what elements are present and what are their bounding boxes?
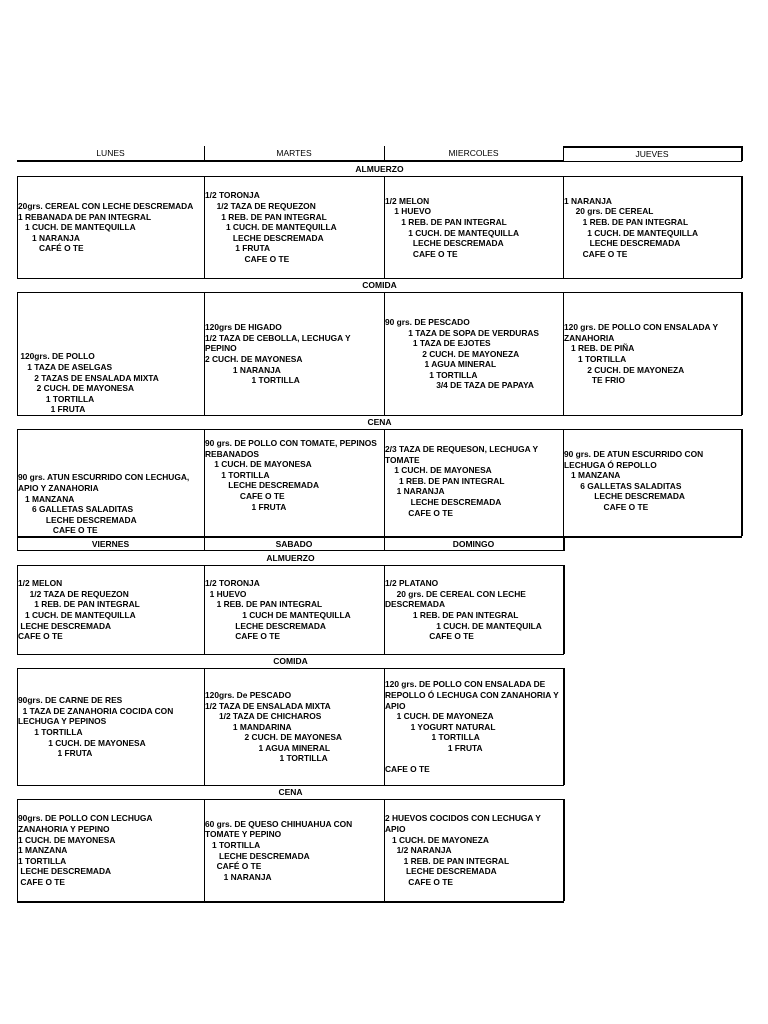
meal-line: 1 MANZANA xyxy=(564,470,621,481)
meal-line: CAFE O TE xyxy=(385,631,474,642)
rule xyxy=(563,799,565,901)
meal-line: 1 CUCH. DE MAYONEZA xyxy=(385,711,494,722)
meal-line: LECHE DESCREMADA xyxy=(205,850,310,861)
meal-line: 6 GALLETAS SALADITAS xyxy=(18,504,134,515)
meal-line: 1 TORTILLA xyxy=(205,753,328,764)
meal-line: LECHE DESCREMADA xyxy=(564,238,681,249)
meal-line: 1 TAZA DE EJOTES xyxy=(385,338,491,349)
meal-cell xyxy=(385,430,562,550)
meal-line: 1 NARANJA xyxy=(385,486,445,497)
meal-line: 1/2 TAZA DE CEBOLLA, LECHUGA Y PEPINO xyxy=(205,332,353,354)
rule xyxy=(17,550,564,551)
meal-cell xyxy=(385,177,562,278)
meal-line: 1 FRUTA xyxy=(18,748,93,759)
meal-line: CAFE O TE xyxy=(385,764,430,775)
meal-line: 120grs DE HIGADO xyxy=(205,322,282,333)
meal-line: LECHE DESCREMADA xyxy=(18,866,112,877)
meal-line: LECHE DESCREMADA xyxy=(205,480,320,491)
meal-label-almuerzo: ALMUERZO xyxy=(355,164,404,174)
meal-cell xyxy=(564,293,740,415)
meal-line: 1 CUCH. DE MANTEQUILA xyxy=(385,620,542,631)
meal-line: 3/4 DE TAZA DE PAPAYA xyxy=(385,380,534,391)
meal-line: 90 grs. DE POLLO CON TOMATE, PEPINOS REBANADOS xyxy=(205,438,380,459)
meal-line: 1 CUCH. DE MAYONESA xyxy=(205,459,312,470)
meal-line: 2 TAZAS DE ENSALADA MIXTA xyxy=(18,372,159,383)
meal-line: CAFE O TE xyxy=(564,501,649,512)
meal-line: 1 TAZA DE ZANAHORIA COCIDA CON LECHUGA Y PEPINOS xyxy=(18,705,176,727)
meal-line: 1 MANZANA xyxy=(18,845,68,856)
meal-line: CAFE O TE xyxy=(205,631,280,642)
meal-line: 1/2 TAZA DE CHICHAROS xyxy=(205,711,322,722)
meal-cell xyxy=(385,669,562,785)
meal-line: LECHE DESCREMADA xyxy=(205,232,324,243)
day-header-martes: MARTES xyxy=(276,148,312,158)
meal-cell xyxy=(564,177,740,278)
meal-line: LECHE DESCREMADA xyxy=(564,491,685,502)
meal-line: LECHE DESCREMADA xyxy=(385,238,504,249)
meal-line: 1 REB. DE PAN INTEGRAL xyxy=(385,216,507,227)
meal-line: 1/2 MELON xyxy=(18,578,63,589)
meal-line: 90 grs. DE PESCADO xyxy=(385,316,470,327)
meal-line: 1 REB. DE PAN INTEGRAL xyxy=(564,216,689,227)
meal-line: 1 AGUA MINERAL xyxy=(205,742,331,753)
meal-cell xyxy=(205,800,383,901)
meal-line: 1 CUCH. DE MANTEQUILLA xyxy=(385,227,520,238)
day-header-domingo: DOMINGO xyxy=(452,539,495,549)
meal-line: 1 CUCH. DE MANTEQUILLA xyxy=(564,227,699,238)
meal-cell xyxy=(385,566,562,654)
meal-line: LECHE DESCREMADA xyxy=(385,496,502,507)
meal-line: 1/2 MELON xyxy=(385,195,430,206)
meal-line: 1 TORTILLA xyxy=(205,839,261,850)
meal-line: 2/3 TAZA DE REQUESON, LECHUGA Y TOMATE xyxy=(385,444,541,465)
meal-label-comida: COMIDA xyxy=(273,656,308,666)
meal-line: CAFE O TE xyxy=(205,490,285,501)
rule xyxy=(17,278,742,279)
meal-line: 90 grs. DE ATUN ESCURRIDO CON LECHUGA Ó REPOLLO xyxy=(564,449,706,470)
meal-line xyxy=(385,753,562,764)
rule xyxy=(563,565,565,654)
meal-cell xyxy=(564,430,740,555)
meal-line: 1 TORTILLA xyxy=(205,469,270,480)
meal-line: 1 REB. DE PAN INTEGRAL xyxy=(205,599,323,610)
rule xyxy=(741,176,743,278)
meal-line: 1 REB. DE PAN INTEGRAL xyxy=(205,211,327,222)
meal-line: 1/2 TAZA DE ENSALADA MIXTA xyxy=(205,700,331,711)
meal-line: 1 TAZA DE ASELGAS xyxy=(18,362,113,373)
meal-line: 1 TORTILLA xyxy=(18,727,83,737)
meal-cell xyxy=(205,293,383,415)
day-header-lunes: LUNES xyxy=(96,148,125,158)
meal-line: 1 NARANJA xyxy=(205,364,281,375)
meal-line: CAFÉ O TE xyxy=(18,243,84,254)
meal-line: 1 CUCH DE MANTEQUILLA xyxy=(205,610,351,620)
meal-line: 1 MANZANA xyxy=(18,493,75,504)
meal-line: 90 grs. ATUN ESCURRIDO CON LECHUGA, APIO Y ZANAHORIA xyxy=(18,472,192,494)
meal-cell xyxy=(205,177,383,278)
rule xyxy=(741,429,743,536)
meal-line: 20grs. CEREAL CON LECHE DESCREMADA xyxy=(18,201,194,212)
meal-cell xyxy=(18,800,203,901)
meal-line: 1 TAZA DE SOPA DE VERDURAS xyxy=(385,327,540,338)
meal-line: 120 grs. DE POLLO CON ENSALADA DE REPOLLO Ó LECHUGA CON ZANAHORIA Y APIO xyxy=(385,679,561,711)
meal-line: 1 CUCH. DE MANTEQUILLA xyxy=(18,222,136,233)
meal-line: 1 HUEVO xyxy=(205,588,247,599)
meal-line: 120 grs. DE POLLO CON ENSALADA Y ZANAHORIA xyxy=(564,322,721,343)
meal-line: TE FRIO xyxy=(564,375,625,386)
meal-line: CAFE O TE xyxy=(18,876,65,887)
meal-cell xyxy=(18,669,203,785)
meal-cell xyxy=(18,293,203,415)
meal-line: 1 FRUTA xyxy=(18,404,86,415)
meal-line: 2 CUCH. DE MAYONESA xyxy=(205,354,303,364)
meal-line: 1 FRUTA xyxy=(205,501,287,512)
meal-cell xyxy=(205,669,383,785)
meal-line: 1 CUCH. DE MAYONESA xyxy=(18,834,116,845)
meal-line: 1 TORTILLA xyxy=(18,855,67,866)
meal-line: 1 CUCH. DE MAYONEZA xyxy=(385,834,489,845)
meal-line: CAFE O TE xyxy=(18,631,63,642)
meal-label-almuerzo: ALMUERZO xyxy=(266,553,315,563)
meal-line: 1 REB. DE PAN INTEGRAL xyxy=(18,599,140,610)
rule xyxy=(563,668,565,785)
meal-line: 1/2 NARANJA xyxy=(385,845,452,856)
day-header-viernes: VIERNES xyxy=(91,539,130,549)
meal-line: 1 CUCH. DE MAYONESA xyxy=(18,737,146,748)
meal-line: 1 CUCH. DE MANTEQUILLA xyxy=(18,610,136,620)
meal-line: 1 TORTILLA xyxy=(18,393,95,404)
meal-line: 1 CUCH. DE MAYONESA xyxy=(385,465,492,476)
meal-line: CAFÉ O TE xyxy=(205,861,262,872)
meal-cell xyxy=(18,566,203,654)
meal-cell xyxy=(205,566,383,654)
meal-line: 1 NARANJA xyxy=(564,195,612,206)
meal-cell xyxy=(385,293,562,415)
meal-line: 1 TORTILLA xyxy=(385,732,480,743)
meal-line: CAFE O TE xyxy=(564,248,628,259)
meal-line: 1 TORTILLA xyxy=(564,354,627,364)
meal-line: CAFE O TE xyxy=(385,876,453,887)
meal-line: 2 CUCH. DE MAYONESA xyxy=(18,383,135,394)
meal-line: 1/2 TORONJA xyxy=(205,190,260,201)
meal-line: 1 REB. DE PAN INTEGRAL xyxy=(385,475,505,486)
rule xyxy=(741,292,743,415)
meal-line: CAFE O TE xyxy=(385,248,458,259)
rule xyxy=(17,654,564,655)
meal-line: 1/2 TAZA DE REQUEZON xyxy=(18,588,129,599)
meal-line: 90grs. DE CARNE DE RES xyxy=(18,695,123,706)
meal-line: 2 CUCH. DE MAYONESA xyxy=(205,732,342,743)
meal-line: 2 CUCH. DE MAYONEZA xyxy=(385,348,520,359)
meal-line: 1 REB. DE PAN INTEGRAL xyxy=(385,610,519,620)
meal-line: 1 HUEVO xyxy=(385,206,432,217)
meal-line: LECHE DESCREMADA xyxy=(385,866,497,877)
meal-line: CAFE O TE xyxy=(205,253,290,264)
meal-line: 1 YOGURT NATURAL xyxy=(385,721,496,732)
rule xyxy=(741,146,743,161)
meal-line: 1/2 PLATANO xyxy=(385,578,439,589)
meal-line: 1 AGUA MINERAL xyxy=(385,359,497,370)
meal-label-comida: COMIDA xyxy=(362,280,397,290)
meal-line: 20 grs. DE CEREAL CON LECHE DESCREMADA xyxy=(385,588,529,610)
meal-line: LECHE DESCREMADA xyxy=(205,620,326,631)
meal-line: 1 CUCH. DE MANTEQUILLA xyxy=(205,222,337,233)
rule xyxy=(17,161,742,162)
meal-line: 2 CUCH. DE MAYONEZA xyxy=(564,364,685,375)
meal-line: 1 NARANJA xyxy=(18,232,80,243)
meal-cell xyxy=(18,430,203,536)
meal-line: 1 TORTILLA xyxy=(385,369,478,380)
meal-line: CAFE O TE xyxy=(18,525,98,536)
rule xyxy=(17,785,564,786)
meal-line: 60 grs. DE QUESO CHIHUAHUA CON TOMATE Y PEPINO xyxy=(205,818,355,840)
meal-line: LECHE DESCREMADA xyxy=(18,620,112,631)
rule xyxy=(17,901,564,903)
meal-line: 2 HUEVOS COCIDOS CON LECHUGA Y APIO xyxy=(385,813,543,835)
meal-line: 1 FRUTA xyxy=(385,742,483,753)
meal-line: 20 grs. DE CEREAL xyxy=(564,206,654,217)
meal-line: 90grs. DE POLLO CON LECHUGA ZANAHORIA Y PEPINO xyxy=(18,813,155,835)
meal-line: 1 REB. DE PIÑA xyxy=(564,343,635,354)
day-header-jueves: JUEVES xyxy=(635,149,669,159)
day-header-sabado: SABADO xyxy=(275,539,313,549)
meal-line: 1 NARANJA xyxy=(205,871,272,882)
meal-line: 1 REB. DE PAN INTEGRAL xyxy=(385,855,510,866)
meal-line: 1 FRUTA xyxy=(205,243,270,254)
meal-line: 120grs. De PESCADO xyxy=(205,689,292,700)
meal-line: 6 GALLETAS SALADITAS xyxy=(564,480,682,491)
meal-line: 120grs. DE POLLO xyxy=(18,351,95,362)
meal-line: 1 REBANADA DE PAN INTEGRAL xyxy=(18,211,152,222)
meal-cell xyxy=(385,800,562,901)
meal-line: 1/2 TORONJA xyxy=(205,578,260,589)
rule xyxy=(17,415,742,416)
meal-line: 1 TORTILLA xyxy=(205,375,300,386)
meal-line: 1 MANDARINA xyxy=(205,721,292,732)
meal-line: 1/2 TAZA DE REQUEZON xyxy=(205,201,316,212)
meal-cell xyxy=(18,177,203,278)
meal-label-cena: CENA xyxy=(367,417,392,427)
meal-line: CAFE O TE xyxy=(385,507,453,518)
meal-cell xyxy=(205,430,383,544)
meal-label-cena: CENA xyxy=(278,787,303,797)
day-header-miercoles: MIERCOLES xyxy=(448,148,499,158)
meal-line: LECHE DESCREMADA xyxy=(18,514,137,525)
